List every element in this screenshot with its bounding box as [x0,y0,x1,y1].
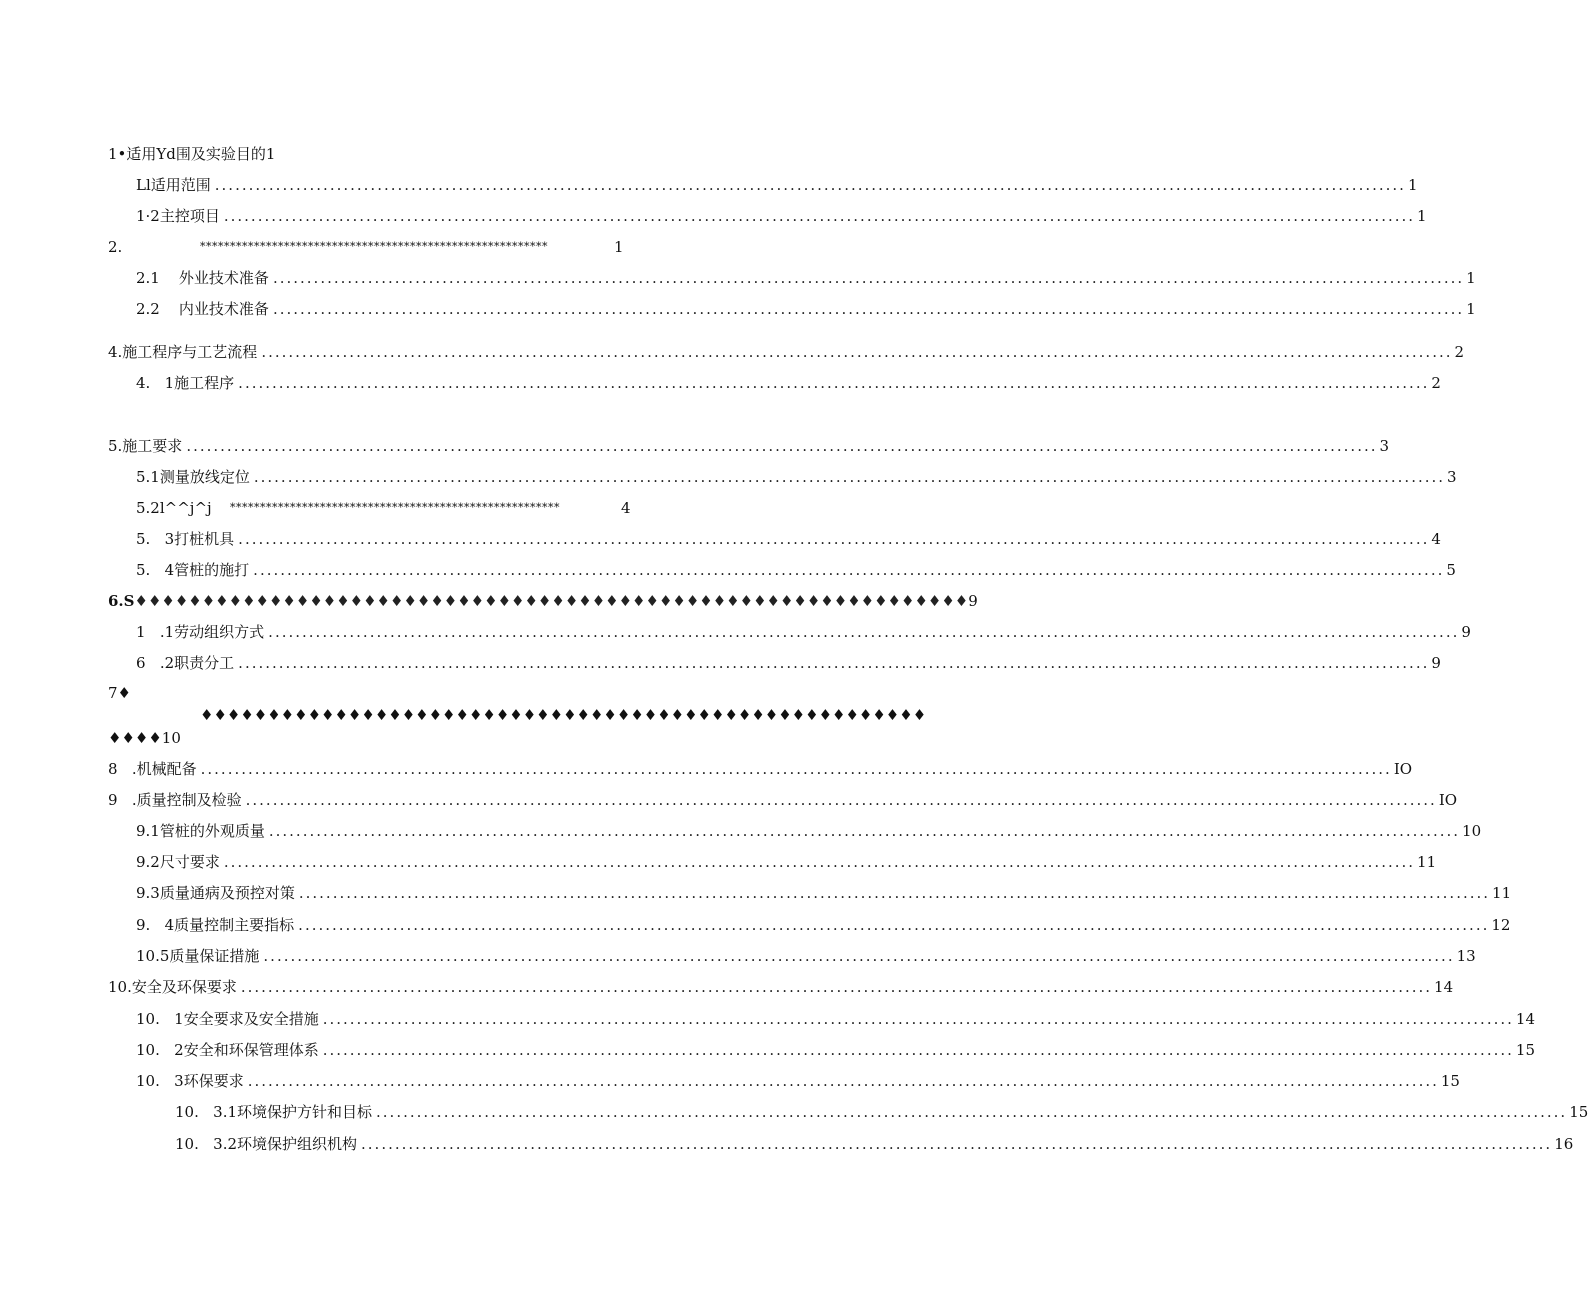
toc-entry-5-2[interactable] [136,497,636,519]
toc-entry-5-1[interactable] [136,466,1457,488]
dot-leader: ................................................................................................................................................................................ [253,561,1445,579]
page-number: 4 [1431,530,1441,548]
toc-entry-7-label[interactable] [108,682,228,704]
toc-label: 10. 3.1环境保护方针和目标 [175,1103,373,1121]
toc-entry-2[interactable] [108,236,628,258]
page-number: 15 [1515,1041,1535,1059]
page-number: 1 [614,238,624,256]
dot-leader: ................................................................................................................................................................................ [247,1072,1439,1090]
dot-leader: ................................................................................................................................................................................ [376,1103,1568,1121]
diamond-leader: ♦♦♦♦♦♦♦♦♦♦♦♦♦♦♦♦♦♦♦♦♦♦♦♦♦♦♦♦♦♦♦♦♦♦♦♦♦♦♦♦♦♦♦♦♦♦♦♦♦♦♦♦♦♦ [200,706,927,724]
toc-entry-5[interactable] [108,435,1390,457]
toc-label: 4. 1施工程序 [136,374,235,392]
star-leader: ********************************************************** [200,240,548,253]
dot-leader: ................................................................................................................................................................................ [223,853,1416,871]
dot-leader: ................................................................................................................................................................................ [238,654,1430,672]
page-number: 16 [1554,1135,1574,1153]
dot-leader: ................................................................................................................................................................................ [272,269,1465,287]
toc-label: 5. 4管桩的施打 [136,561,250,579]
dot-leader: ................................................................................................................................................................................ [268,623,1460,641]
page-number: 3 [1447,468,1457,486]
toc-label: 10. 1安全要求及安全措施 [136,1010,319,1028]
page-number: 2 [1431,374,1441,392]
page-number: 1 [1466,300,1476,318]
page-number: 10 [1462,822,1482,840]
page-number: 1 [1407,176,1418,194]
toc-label: 10. 3.2环境保护组织机构 [175,1135,358,1153]
page-number: 14 [1434,978,1454,996]
page-number: 11 [1492,884,1512,902]
page-number: 1 [1417,207,1427,225]
toc-label: 5.1测量放线定位 [136,468,250,486]
dot-leader: ................................................................................................................................................................................ [200,760,1392,778]
dot-leader: ................................................................................................................................................................................ [298,884,1491,902]
page-number: 2 [1454,343,1465,361]
toc-entry-8[interactable] [108,758,1413,780]
toc-entry-1-2[interactable] [136,205,1427,227]
page-number: 9 [1461,623,1471,641]
dot-leader: ................................................................................................................................................................................ [298,916,1490,934]
toc-entry-9-2[interactable] [136,851,1437,873]
page-number: ♦♦♦♦10 [108,729,181,747]
dot-leader: ................................................................................................................................................................................ [238,374,1430,392]
star-leader: ******************************************************* [230,501,560,514]
page-number: 3 [1379,437,1390,455]
diamond-leader: ♦♦♦♦♦♦♦♦♦♦♦♦♦♦♦♦♦♦♦♦♦♦♦♦♦♦♦♦♦♦♦♦♦♦♦♦♦♦♦♦♦♦♦♦♦♦♦♦♦♦♦♦♦♦♦♦♦♦♦♦♦♦ [134,592,969,610]
toc-entry-1-1[interactable] [136,174,1418,196]
toc-label: 5. 3打桩机具 [136,530,235,548]
toc-entry-1 [108,143,748,165]
toc-entry-4-1[interactable] [136,372,1441,394]
page-number: 15 [1569,1103,1588,1121]
toc-entry-9-4[interactable] [136,914,1511,936]
dot-leader: ................................................................................................................................................................................ [223,207,1416,225]
toc-label: 5.施工要求 [108,437,183,455]
toc-label: 7♦ [108,684,131,702]
toc-label: 6 .2职责分工 [136,654,235,672]
page-number: 9 [1431,654,1441,672]
toc-entry-10-3-2[interactable] [175,1133,1574,1155]
toc-entry-6-2[interactable] [136,652,1441,674]
dot-leader: ................................................................................................................................................................................ [322,1041,1514,1059]
toc-entry-6[interactable] [108,590,978,612]
page-number: 13 [1456,947,1476,965]
toc-entry-6-1[interactable] [136,621,1471,643]
page-number: 9 [968,592,978,610]
toc-label: 6.S [108,592,135,610]
toc-entry-7-leader [200,704,927,726]
toc-label: Ll适用范围 [136,176,211,194]
dot-leader: ................................................................................................................................................................................ [272,300,1465,318]
toc-entry-10-3[interactable] [136,1070,1460,1092]
toc-entry-9-1[interactable] [136,820,1482,842]
toc-entry-10[interactable] [108,976,1454,998]
toc-entry-10-1[interactable] [136,1008,1535,1030]
toc-label: 5.2l^^j^j [136,499,212,517]
toc-label: 9.1管桩的外观质量 [136,822,265,840]
dot-leader: ................................................................................................................................................................................ [268,822,1461,840]
page-number: 12 [1491,916,1511,934]
toc-label: 9. 4质量控制主要指标 [136,916,295,934]
page-number: 4 [621,499,631,517]
toc-entry-4[interactable] [108,341,1465,363]
dot-leader: ................................................................................................................................................................................ [238,530,1430,548]
toc-entry-9[interactable] [108,789,1458,811]
toc-label: 10.安全及环保要求 [108,978,237,996]
toc-label: 4.施工程序与工艺流程 [108,343,258,361]
toc-entry-10-2[interactable] [136,1039,1535,1061]
dot-leader: ................................................................................................................................................................................ [240,978,1433,996]
toc-label: 10. 3环保要求 [136,1072,244,1090]
toc-entry-10-3-1[interactable] [175,1101,1588,1123]
toc-label: 8 .机械配备 [108,760,197,778]
page-number: 5 [1446,561,1456,579]
toc-label: 2.2 内业技术准备 [136,300,269,318]
toc-label: 2.1 外业技术准备 [136,269,269,287]
page-number: 14 [1515,1010,1535,1028]
page-number: 11 [1417,853,1437,871]
page-number: 1 [1466,269,1476,287]
dot-leader: ................................................................................................................................................................................ [253,468,1446,486]
dot-leader: ................................................................................................................................................................................ [261,343,1453,361]
toc-label: 9.3质量通病及预控对策 [136,884,295,902]
toc-entry-5-4[interactable] [136,559,1456,581]
page-number: 15 [1440,1072,1460,1090]
toc-entry-9-3[interactable] [136,882,1512,904]
toc-label: 10.5质量保证措施 [136,947,260,965]
toc-label: 9 .质量控制及检验 [108,791,242,809]
dot-leader: ................................................................................................................................................................................ [361,1135,1553,1153]
dot-leader: ................................................................................................................................................................................ [263,947,1455,965]
dot-leader: ................................................................................................................................................................................ [186,437,1378,455]
dot-leader: ................................................................................................................................................................................ [245,791,1437,809]
page-number: IO [1393,760,1413,778]
toc-label: 1 .1劳动组织方式 [136,623,265,641]
toc-label: 9.2尺寸要求 [136,853,220,871]
toc-label: 1·2主控项目 [136,207,220,225]
toc-label: 2. [108,238,123,256]
toc-entry-10-5[interactable] [136,945,1476,967]
dot-leader: ................................................................................................................................................................................ [322,1010,1514,1028]
toc-label: 10. 2安全和环保管理体系 [136,1041,319,1059]
toc-entry-2-1[interactable] [136,267,1476,289]
toc-entry-2-2[interactable] [136,298,1476,320]
toc-entry-5-3[interactable] [136,528,1441,550]
toc-label: 1•适用Yd围及实验目的1 [108,145,276,163]
dot-leader: ................................................................................................................................................................................ [214,176,1406,194]
page-number: IO [1438,791,1458,809]
toc-entry-7-tail [108,727,228,749]
